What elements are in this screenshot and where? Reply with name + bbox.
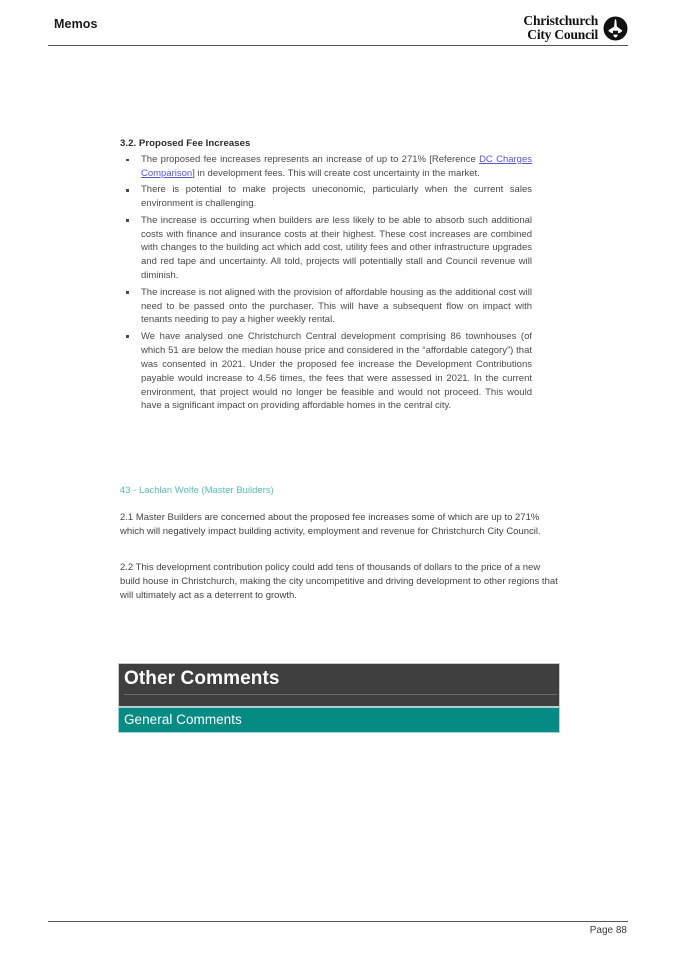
header-divider [48, 45, 628, 46]
general-comments-label: General Comments [124, 712, 242, 727]
list-item: There is potential to make projects uneconomic, particularly when the current sales environment is challenging. [120, 183, 532, 211]
list-item: The increase is occurring when builders are less likely to be able to absorb such additional costs with finance and insurance costs at their highest. These cost increases are combined with changes to the building act which add cost, utility fees and other infrastructure upgrades and red tape and uncertainty. All told, projects will potentially stall and Council revenue will diminish. [120, 214, 532, 284]
logo-line-1: Christchurch [523, 13, 598, 28]
other-comments-label: Other Comments [124, 668, 280, 689]
list-item: We have analysed one Christchurch Central development comprising 86 townhouses (of which 51 are below the median house price and considered in the “affordable category”) that was consented in 2021. Under the proposed fee increase the Development Contributions payable would increase to 4.56 times, the fees that were assessed in 2021. In the current environment, that project would no longer be feasible and would not proceed. This would have a significant impact on providing affordable homes in the central city. [120, 330, 532, 413]
logo-line-2: City Council [527, 27, 598, 43]
ccc-emblem-icon [603, 16, 628, 41]
list-item [120, 153, 532, 181]
submitter-heading: 43 - Lachlan Wolfe (Master Builders) [120, 484, 274, 495]
dc-charges-comparison-link[interactable]: DC Charges Comparison [141, 154, 532, 179]
logo-wordmark [523, 14, 598, 42]
christchurch-city-council-logo [523, 14, 628, 42]
page-number: Page 88 [589, 925, 627, 936]
header-title: Memos [54, 17, 98, 31]
general-comments-banner [118, 707, 560, 733]
footer-divider [48, 921, 628, 922]
bullet-text-after-link: ] in development fees. This will create cost uncertainty in the market. [192, 167, 480, 179]
submission-paragraph-2-1: 2.1 Master Builders are concerned about the proposed fee increases some of which are up to 271% which will negatively impact building activity, employment and revenue for Christchurch City Council. [120, 512, 541, 538]
bullet-text-before-link: The proposed fee increases represents an increase of up to 271% [Reference [141, 154, 480, 165]
bullet-list [120, 153, 532, 416]
banner-underline [124, 694, 557, 695]
other-comments-banner [118, 663, 560, 707]
submission-paragraph-2-2: 2.2 This development contribution policy could add tens of thousands of dollars to the price of a new build house in Christchurch, making the city uncompetitive and driving development to other regions that will ultimately act as a deterrent to growth. [120, 562, 558, 602]
section-heading: 3.2. Proposed Fee Increases [120, 138, 251, 149]
page-header [0, 0, 675, 50]
list-item: The increase is not aligned with the provision of affordable housing as the additional cost will need to be passed onto the purchaser. This will have a subsequent flow on impact with tenants needing to pay a higher weekly rental. [120, 286, 532, 328]
